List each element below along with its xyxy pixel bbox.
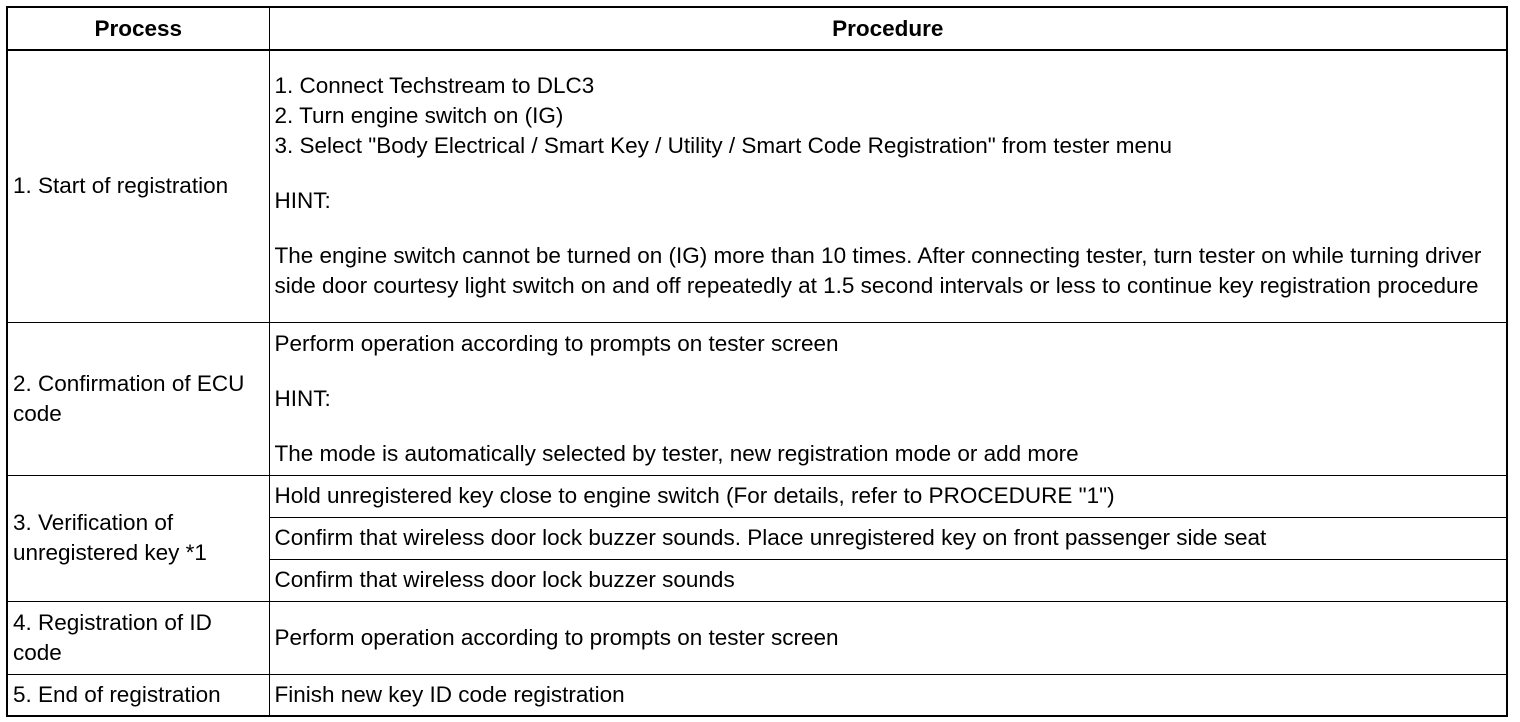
procedure-step: 3. Select "Body Electrical / Smart Key / Utility / Smart Code Registration" from tester menu bbox=[274, 133, 1173, 159]
procedure-column-header: Procedure bbox=[269, 7, 1507, 50]
procedure-cell bbox=[269, 322, 1507, 475]
table-row bbox=[7, 674, 1507, 716]
process-column-header: Process bbox=[7, 7, 269, 50]
procedure-step: 2. Turn engine switch on (IG) bbox=[274, 103, 564, 129]
procedure-cell: Confirm that wireless door lock buzzer sounds. Place unregistered key on front passenger side seat bbox=[269, 517, 1507, 559]
table-header-row bbox=[7, 7, 1507, 50]
procedure-cell bbox=[269, 50, 1507, 322]
procedure-cell: Perform operation according to prompts on tester screen bbox=[269, 601, 1507, 674]
process-cell: 4. Registration of ID code bbox=[7, 601, 269, 674]
process-cell: 3. Verification of unregistered key *1 bbox=[7, 475, 269, 601]
table-row bbox=[7, 601, 1507, 674]
procedure-table bbox=[6, 6, 1508, 717]
hint-label: HINT: bbox=[274, 188, 331, 214]
process-cell: 2. Confirmation of ECU code bbox=[7, 322, 269, 475]
process-cell: 5. End of registration bbox=[7, 674, 269, 716]
procedure-step: Perform operation according to prompts on tester screen bbox=[274, 330, 839, 356]
table-row bbox=[7, 322, 1507, 475]
process-cell: 1. Start of registration bbox=[7, 50, 269, 322]
procedure-cell: Confirm that wireless door lock buzzer sounds bbox=[269, 559, 1507, 601]
hint-text: The engine switch cannot be turned on (IG) more than 10 times. After connecting tester, turn tester on while turning driver side door courtesy light switch on and off repeatedly at 1.5 second intervals or less to continue key registration procedure bbox=[274, 243, 1482, 299]
table-row bbox=[7, 475, 1507, 517]
table-row bbox=[7, 50, 1507, 322]
procedure-cell: Hold unregistered key close to engine switch (For details, refer to PROCEDURE "1") bbox=[269, 475, 1507, 517]
hint-label: HINT: bbox=[274, 385, 331, 411]
hint-text: The mode is automatically selected by tester, new registration mode or add more bbox=[274, 440, 1079, 466]
procedure-step: 1. Connect Techstream to DLC3 bbox=[274, 73, 595, 99]
procedure-cell: Finish new key ID code registration bbox=[269, 674, 1507, 716]
